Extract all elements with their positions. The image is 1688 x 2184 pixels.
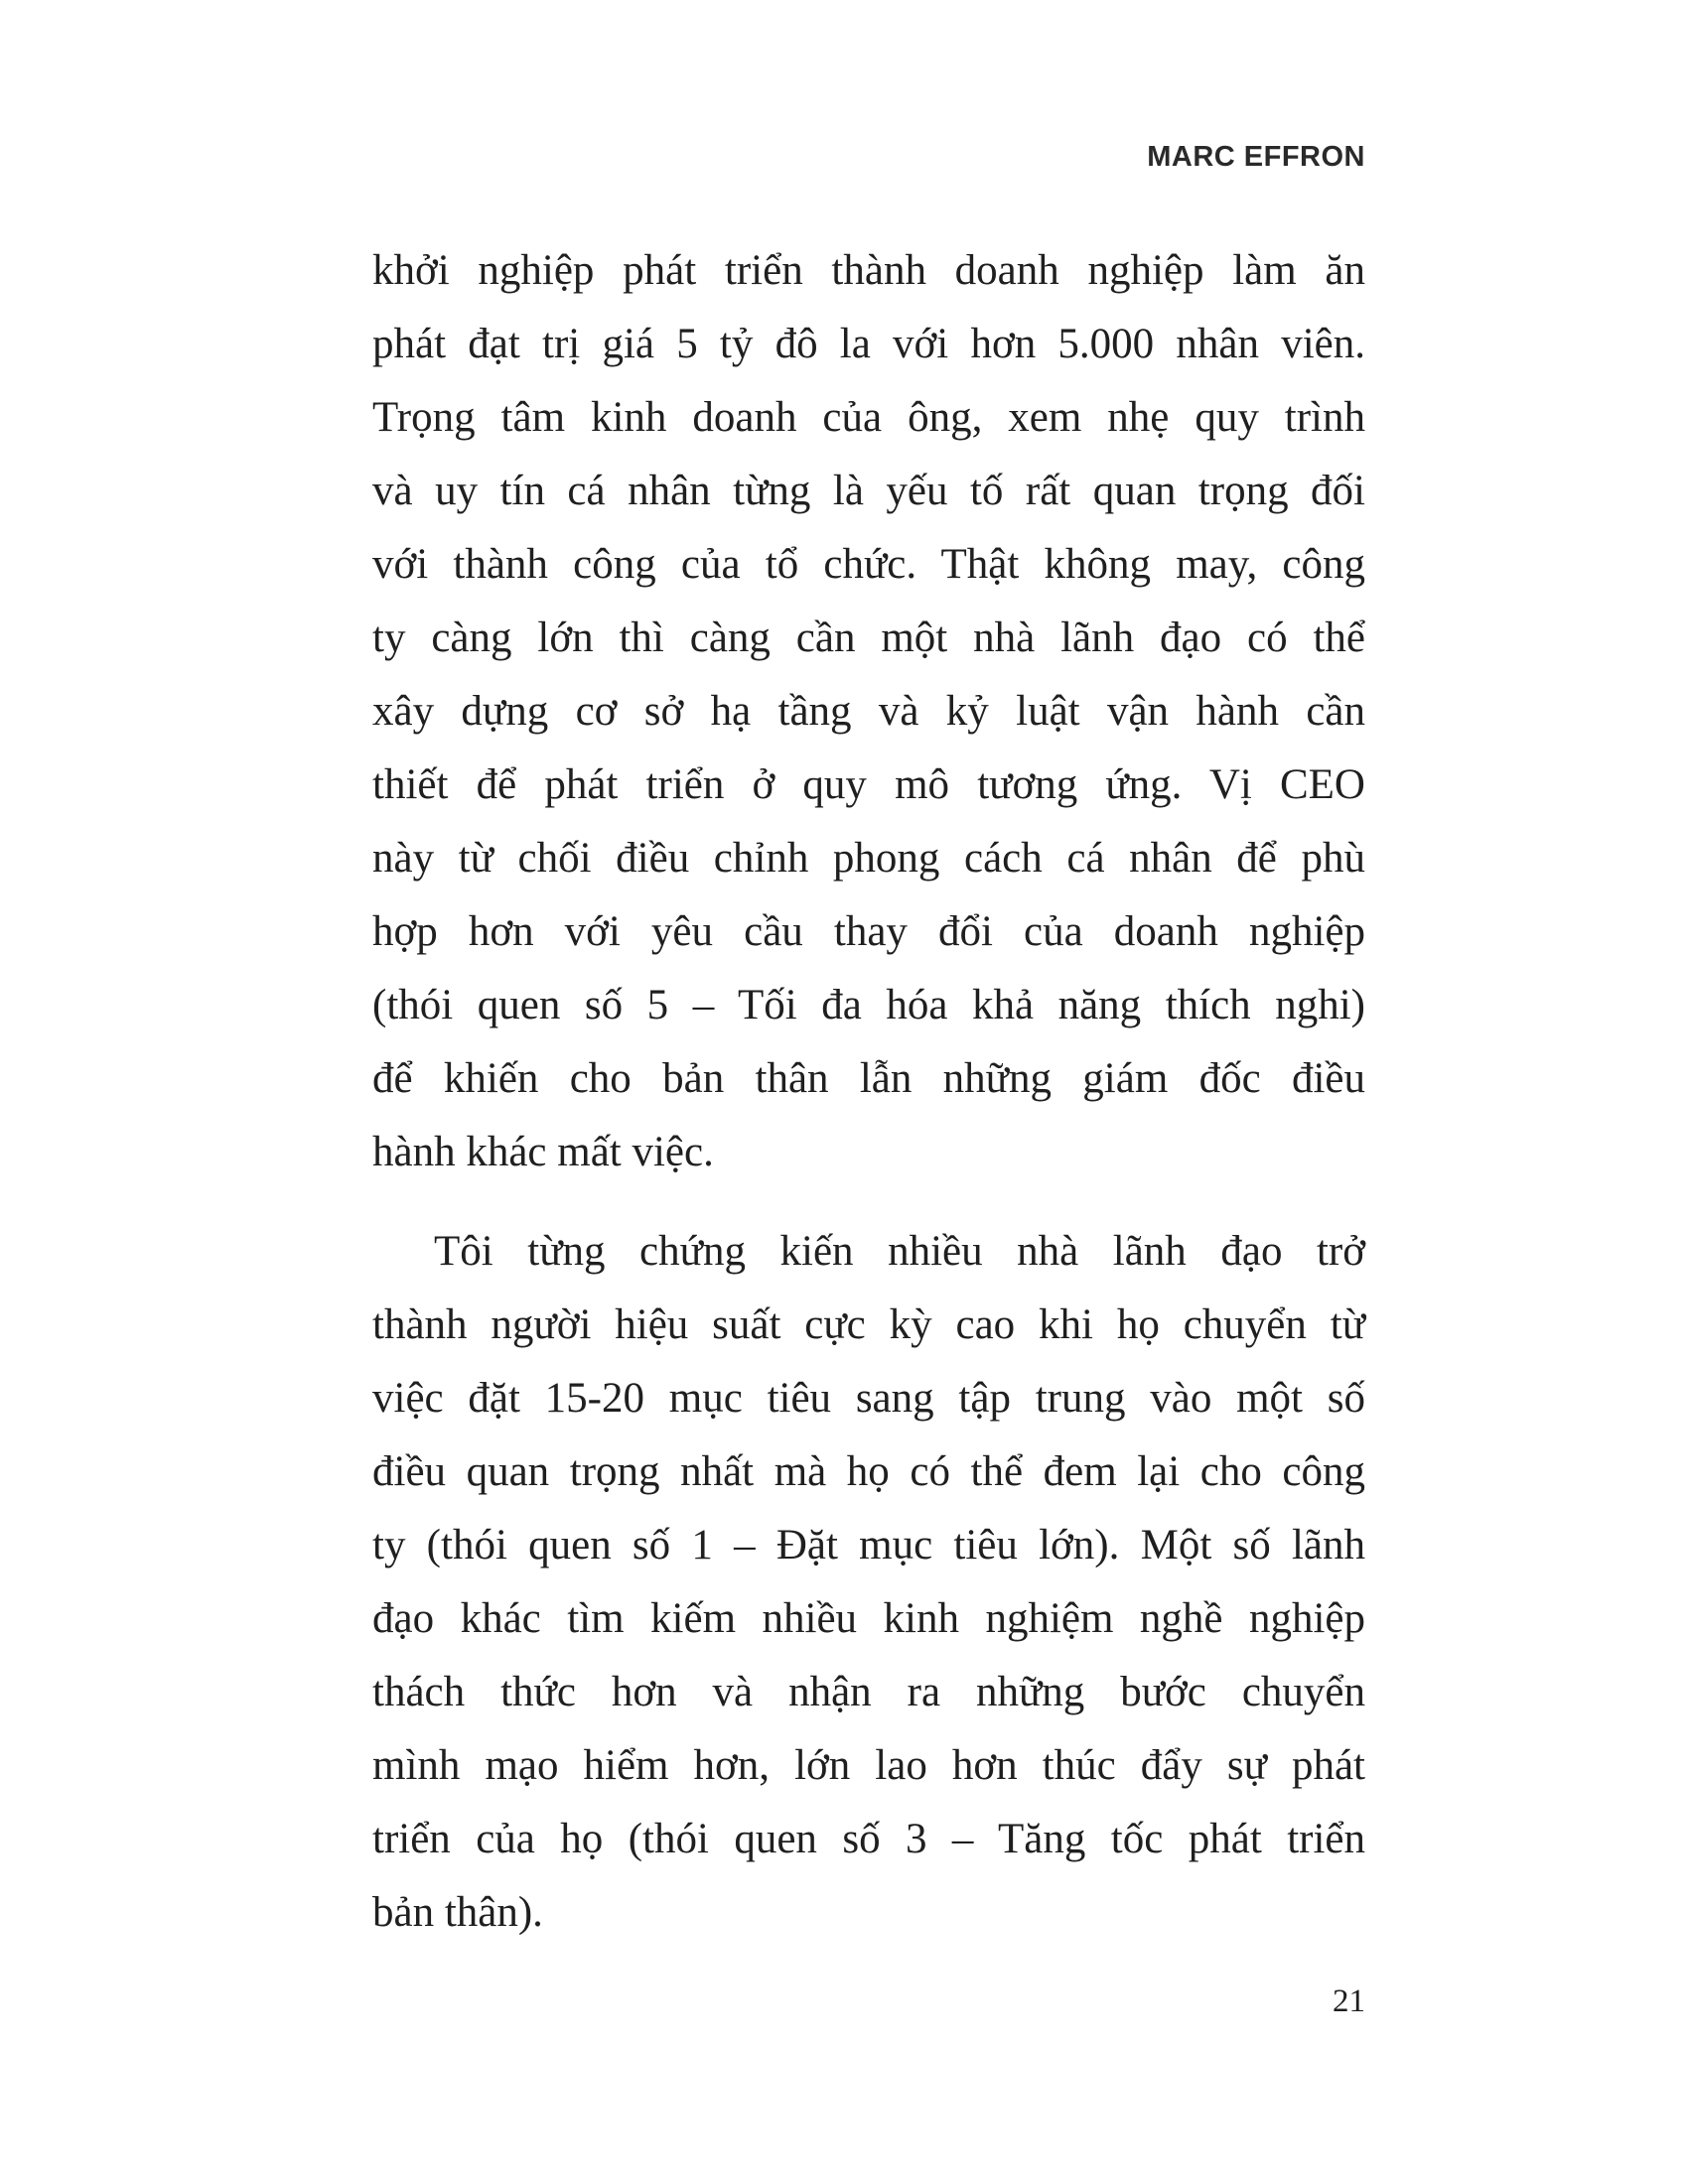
text-line: việc đặt 15-20 mục tiêu sang tập trung vào một số (372, 1375, 1365, 1422)
paragraph (372, 1215, 1365, 1950)
text-line: đạo khác tìm kiếm nhiều kinh nghiệm nghề nghiệp (372, 1595, 1365, 1642)
paragraph (372, 234, 1365, 1189)
text-line: hành khác mất việc. (372, 1129, 714, 1175)
running-header-author: MARC EFFRON (1147, 141, 1365, 173)
text-line: khởi nghiệp phát triển thành doanh nghiệp làm ăn (372, 247, 1365, 294)
text-line: phát đạt trị giá 5 tỷ đô la với hơn 5.000 nhân viên. (372, 321, 1365, 367)
text-line: xây dựng cơ sở hạ tầng và kỷ luật vận hành cần (372, 688, 1365, 735)
text-line: với thành công của tổ chức. Thật không may, công (372, 541, 1365, 588)
text-line: thành người hiệu suất cực kỳ cao khi họ chuyển từ (372, 1301, 1365, 1348)
text-line: này từ chối điều chỉnh phong cách cá nhân để phù (372, 835, 1365, 882)
text-line: Tôi từng chứng kiến nhiều nhà lãnh đạo trở (434, 1228, 1365, 1275)
text-line: điều quan trọng nhất mà họ có thể đem lại cho công (372, 1448, 1365, 1495)
page-number: 21 (1333, 1983, 1365, 2019)
text-line: triển của họ (thói quen số 3 – Tăng tốc phát triển (372, 1816, 1365, 1862)
text-line: bản thân). (372, 1889, 543, 1936)
text-line: để khiến cho bản thân lẫn những giám đốc điều (372, 1055, 1365, 1102)
text-line: hợp hơn với yêu cầu thay đổi của doanh nghiệp (372, 908, 1365, 955)
text-line: Trọng tâm kinh doanh của ông, xem nhẹ quy trình (372, 394, 1365, 441)
text-line: và uy tín cá nhân từng là yếu tố rất quan trọng đối (372, 468, 1365, 514)
text-line: thách thức hơn và nhận ra những bước chuyển (372, 1669, 1365, 1715)
text-line: thiết để phát triển ở quy mô tương ứng. Vị CEO (372, 761, 1365, 808)
text-line: mình mạo hiểm hơn, lớn lao hơn thúc đẩy sự phát (372, 1742, 1365, 1789)
body-text-block (372, 234, 1365, 1950)
text-line: (thói quen số 5 – Tối đa hóa khả năng thích nghi) (372, 982, 1365, 1028)
text-line: ty càng lớn thì càng cần một nhà lãnh đạo có thể (372, 614, 1365, 661)
text-line: ty (thói quen số 1 – Đặt mục tiêu lớn). Một số lãnh (372, 1522, 1365, 1569)
